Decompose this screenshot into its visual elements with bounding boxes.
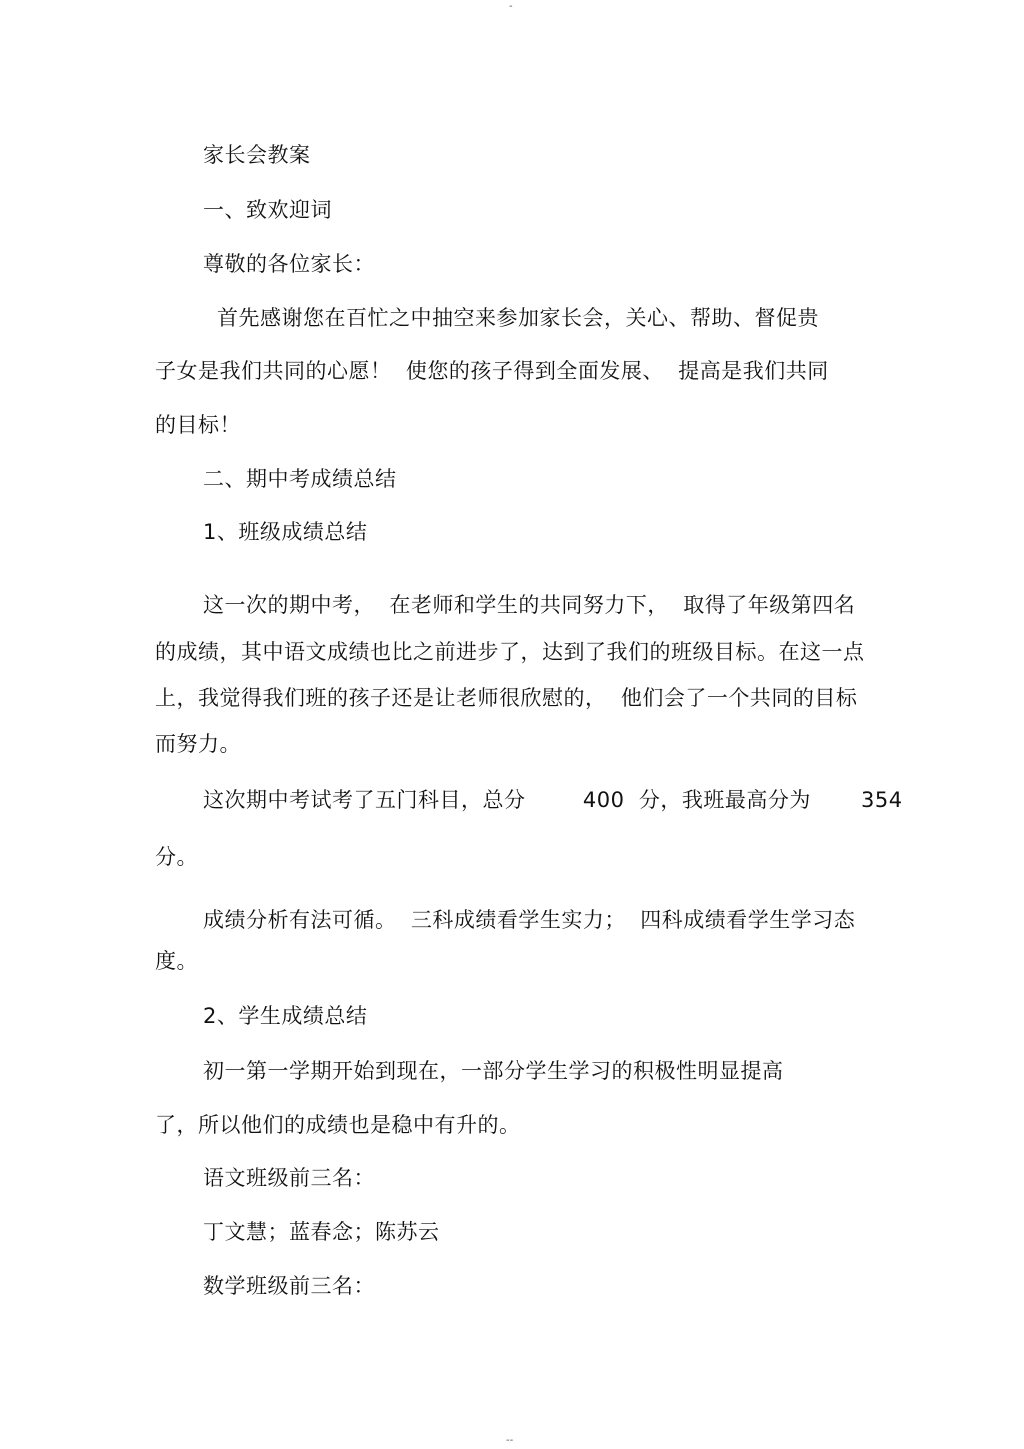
class-summary-line-1: 这一次的期中考， 在老师和学生的共同努力下， 取得了年级第四名 [203, 593, 856, 617]
student-summary-heading: 2、学生成绩总结 [203, 1004, 368, 1028]
class-summary-heading: 1、班级成绩总结 [203, 520, 368, 544]
section1-heading: 一、致欢迎词 [203, 198, 332, 222]
class-summary-line-2: 的成绩，其中语文成绩也比之前进步了，达到了我们的班级目标。在这一点 [155, 640, 865, 664]
chinese-top3-names: 丁文慧；蓝春念；陈苏云 [203, 1220, 440, 1244]
welcome-paragraph-line-2: 子女是我们共同的心愿！ 使您的孩子得到全面发展、 提高是我们共同 [155, 359, 829, 383]
bottom-marker: -- [506, 1435, 514, 1446]
welcome-paragraph-line-3: 的目标！ [155, 413, 241, 437]
class-summary-line-4: 而努力。 [155, 732, 241, 756]
student-summary-line-2: 了，所以他们的成绩也是稳中有升的。 [155, 1113, 521, 1137]
document-title: 家长会教案 [203, 143, 311, 167]
analysis-line-1: 成绩分析有法可循。 三科成绩看学生实力； 四科成绩看学生学习态 [203, 908, 856, 932]
score-info-line-2: 分。 [155, 845, 198, 869]
salutation: 尊敬的各位家长： [203, 252, 375, 276]
score-info-line-1: 这次期中考试考了五门科目，总分 400 分，我班最高分为 354 [203, 788, 903, 812]
analysis-line-2: 度。 [155, 949, 198, 973]
top-marker: - [509, 1, 513, 12]
student-summary-line-1: 初一第一学期开始到现在，一部分学生学习的积极性明显提高 [203, 1059, 784, 1083]
math-top3-label: 数学班级前三名： [203, 1274, 375, 1298]
section2-heading: 二、期中考成绩总结 [203, 467, 397, 491]
chinese-top3-label: 语文班级前三名： [203, 1166, 375, 1190]
class-summary-line-3: 上，我觉得我们班的孩子还是让老师很欣慰的， 他们会了一个共同的目标 [155, 686, 858, 710]
welcome-paragraph-line-1: 首先感谢您在百忙之中抽空来参加家长会，关心、帮助、督促贵 [217, 306, 819, 330]
